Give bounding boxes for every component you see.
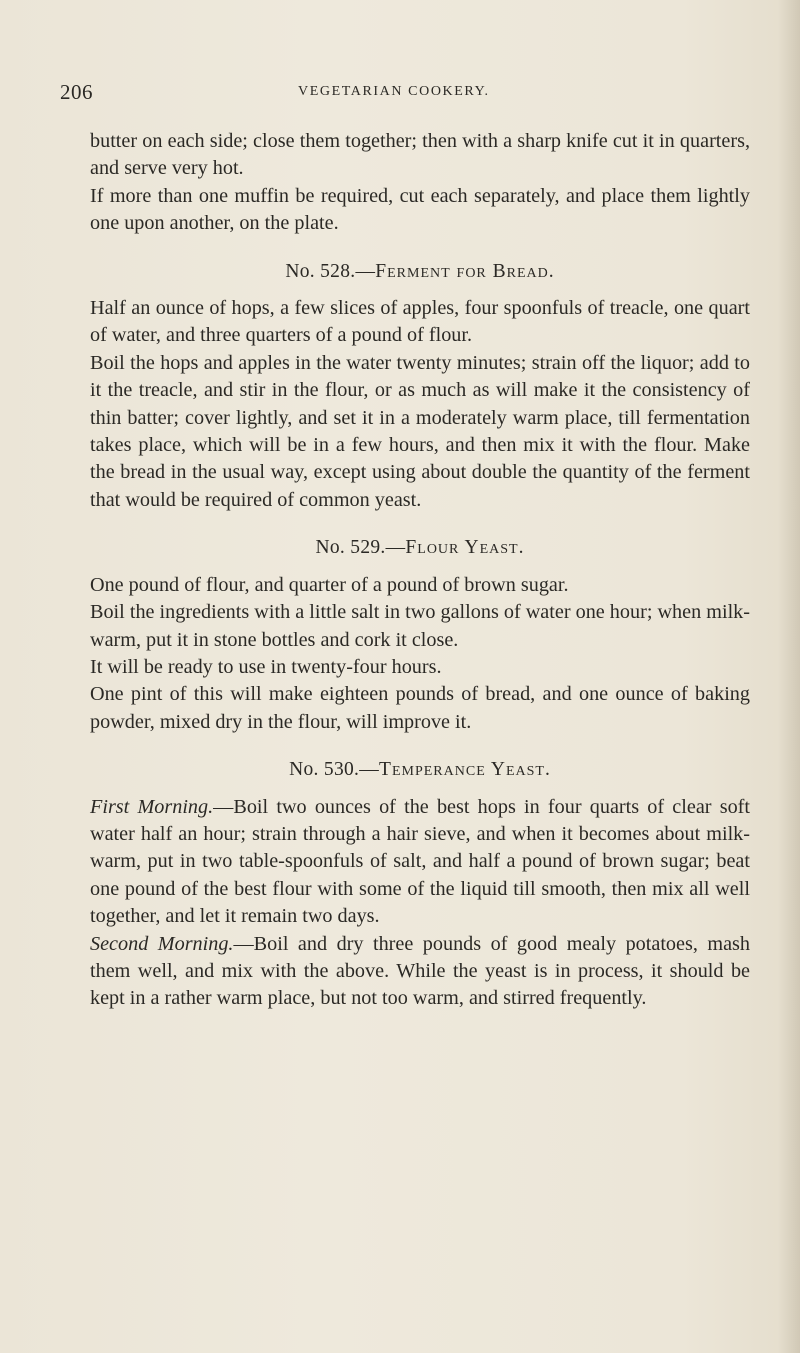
recipe-528-title: Ferment for Bread.	[375, 260, 555, 282]
recipe-530-second-morning	[90, 931, 750, 1013]
recipe-530-title: Temperance Yeast.	[379, 759, 551, 781]
recipe-529-ingredients: One pound of flour, and quarter of a pound of brown sugar.	[90, 573, 569, 596]
recipe-530-first-morning	[90, 794, 750, 931]
first-morning-text: —Boil two ounces of the best hops in four quarts of clear soft water half an hour; strain through a hair sieve, and when it becomes about milk-warm, put in two table-spoonfuls of salt, and half a pound of brown sugar; beat one pound of the best flour with some of the liquid till smooth, then mix all well together, and let it remain two days.	[90, 795, 750, 928]
recipe-529-title: Flour Yeast.	[405, 537, 525, 559]
recipe-529-number: No. 529.—	[315, 537, 406, 559]
recipe-529-heading	[90, 534, 750, 561]
intro-paragraph-2: If more than one muffin be required, cut each separately, and place them lightly one upon another, on the plate.	[90, 184, 750, 235]
page-edge-shadow	[778, 0, 800, 1353]
recipe-529-yield-note: One pint of this will make eighteen pounds of bread, and one ounce of baking powder, mixed dry in the flour, will improve it.	[90, 683, 750, 733]
recipe-528-heading	[90, 258, 750, 285]
second-morning-label: Second Morning.	[90, 932, 234, 955]
recipe-528-method: Boil the hops and apples in the water twenty minutes; strain off the liquor; add to it the treacle, and stir in the flour, or as much as will make it the consistency of thin batter; cover lightly, and set it in a moderately warm place, till fermentation takes place, which will be in a few hours, and then mix it with the flour. Make the bread in the usual way, except using about double the quantity of the ferment that would be required of common yeast.	[90, 351, 750, 511]
first-morning-label: First Morning.	[90, 795, 214, 818]
recipe-528-number: No. 528.—	[285, 260, 376, 282]
recipe-529-ready-note: It will be ready to use in twenty-four hours.	[90, 655, 442, 678]
recipe-530-number: No. 530.—	[289, 759, 380, 781]
page-number: 206	[60, 80, 93, 104]
recipe-529-method: Boil the ingredients with a little salt in two gallons of water one hour; when milk-warm, put it in stone bottles and cork it close.	[90, 601, 750, 651]
body-text	[90, 128, 750, 1013]
page-header	[0, 80, 800, 104]
running-head: VEGETARIAN COOKERY.	[298, 84, 490, 99]
recipe-528-ingredients: Half an ounce of hops, a few slices of apples, four spoonfuls of treacle, one quart of water, and three quarters of a pound of flour.	[90, 297, 750, 347]
recipe-530-heading	[90, 756, 750, 783]
intro-paragraph-1: butter on each side; close them together; then with a sharp knife cut it in quarters, and serve very hot.	[90, 130, 750, 180]
second-morning-text: —Boil and dry three pounds of good mealy potatoes, mash them well, and mix with the above. While the yeast is in process, it should be kept in a rather warm place, but not too warm, and stirred frequently.	[90, 932, 750, 1010]
